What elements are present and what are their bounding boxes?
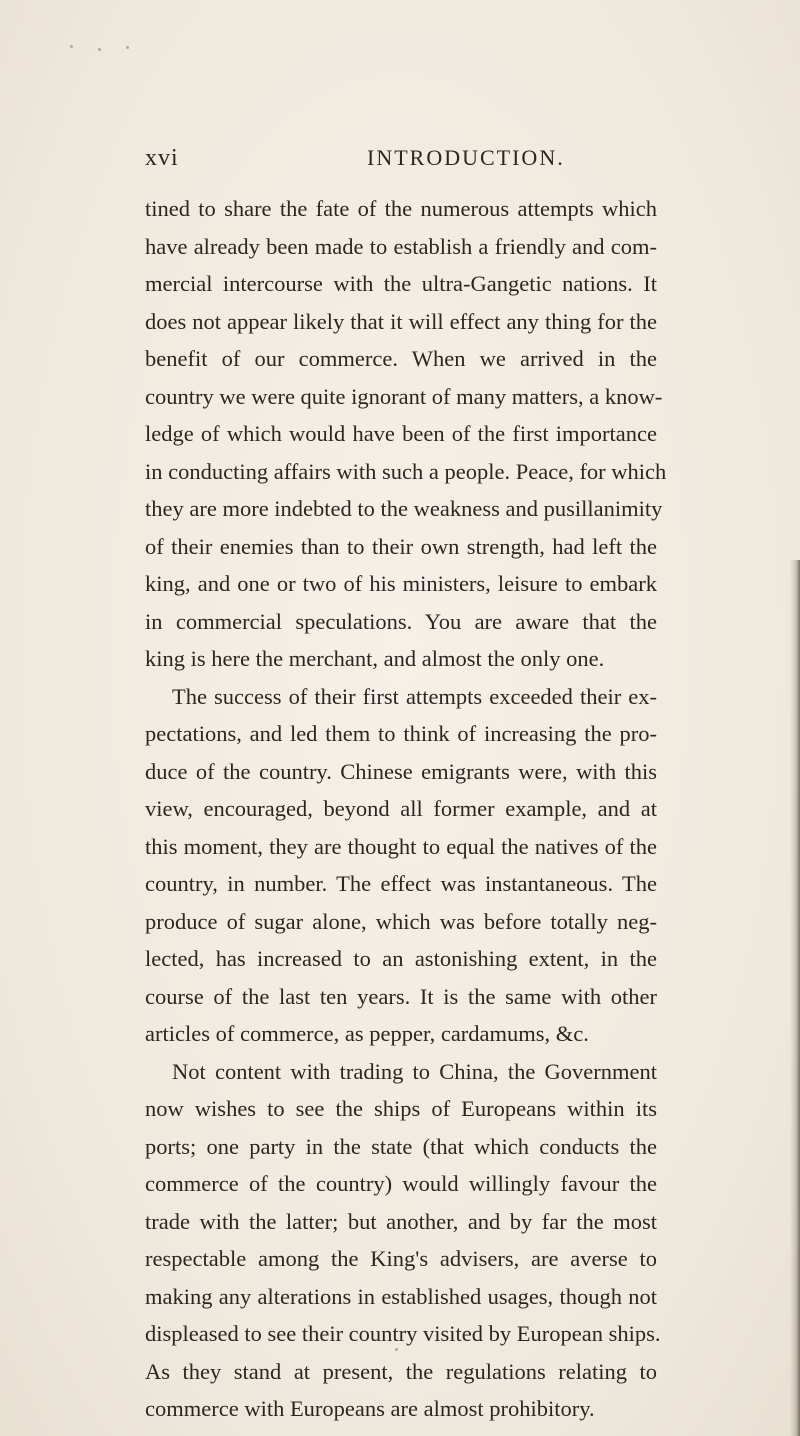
text-line: now wishes to see the ships of Europeans within its — [145, 1096, 657, 1121]
paper-speck — [126, 46, 129, 49]
text-line: duce of the country. Chinese emigrants were, with this — [145, 758, 657, 784]
text-line: The success of their first attempts exceeded their ex- — [172, 683, 657, 709]
text-line: ledge of which would have been of the first importance — [145, 421, 657, 446]
page-edge-shadow — [790, 560, 800, 1436]
paper-speck — [98, 48, 101, 51]
text-line: in commercial speculations. You are aware that the — [145, 608, 657, 634]
paper-speck — [70, 45, 73, 48]
text-line: course of the last ten years. It is the same with other — [145, 983, 657, 1009]
paragraph — [145, 190, 667, 678]
body-text — [145, 190, 667, 1428]
text-line: lected, has increased to an astonishing extent, in the — [145, 946, 657, 971]
text-line: king is here the merchant, and almost the only one. — [145, 646, 605, 671]
text-line: articles of commerce, as pepper, cardamums, &c. — [145, 1021, 589, 1046]
running-head: INTRODUCTION. — [367, 145, 565, 170]
text-line: commerce of the country) would willingly favour the — [145, 1171, 657, 1196]
page-number: xvi — [145, 145, 179, 171]
text-line: have already been made to establish a friendly and com- — [145, 233, 657, 259]
text-line: tined to share the fate of the numerous attempts which — [145, 196, 657, 221]
text-line: trade with the latter; but another, and by far the most — [145, 1208, 657, 1234]
text-line: country, in number. The effect was instantaneous. The — [145, 871, 657, 896]
text-line: pectations, and led them to think of increasing the pro- — [145, 721, 657, 746]
text-line: they are more indebted to the weakness and pusillanimity — [145, 496, 663, 521]
page-header — [145, 145, 655, 175]
text-line: does not appear likely that it will effect any thing for the — [145, 308, 657, 334]
text-line: benefit of our commerce. When we arrived in the — [145, 346, 657, 371]
text-line: produce of sugar alone, which was before totally neg- — [145, 908, 657, 934]
text-line: making any alterations in established usages, though not — [145, 1283, 657, 1309]
paragraph — [145, 1053, 661, 1428]
text-line: mercial intercourse with the ultra-Gangetic nations. It — [145, 271, 657, 296]
text-line: in conducting affairs with such a people. Peace, for which — [145, 458, 667, 484]
paper-speck — [395, 1348, 398, 1351]
text-line: displeased to see their country visited by European ships. — [145, 1321, 661, 1346]
text-line: of their enemies than to their own strength, had left the — [145, 533, 657, 559]
text-line: respectable among the King's advisers, are averse to — [145, 1246, 657, 1271]
text-line: country we were quite ignorant of many matters, a know- — [145, 383, 663, 409]
text-line: king, and one or two of his ministers, leisure to embark — [145, 571, 657, 596]
text-line: view, encouraged, beyond all former example, and at — [145, 796, 657, 821]
text-line: Not content with trading to China, the Government — [172, 1058, 657, 1084]
paragraph — [145, 678, 657, 1053]
text-line: this moment, they are thought to equal the natives of the — [145, 833, 657, 859]
text-line: As they stand at present, the regulations relating to — [145, 1358, 657, 1384]
text-line: ports; one party in the state (that which conducts the — [145, 1133, 657, 1159]
text-line: commerce with Europeans are almost prohibitory. — [145, 1396, 595, 1421]
